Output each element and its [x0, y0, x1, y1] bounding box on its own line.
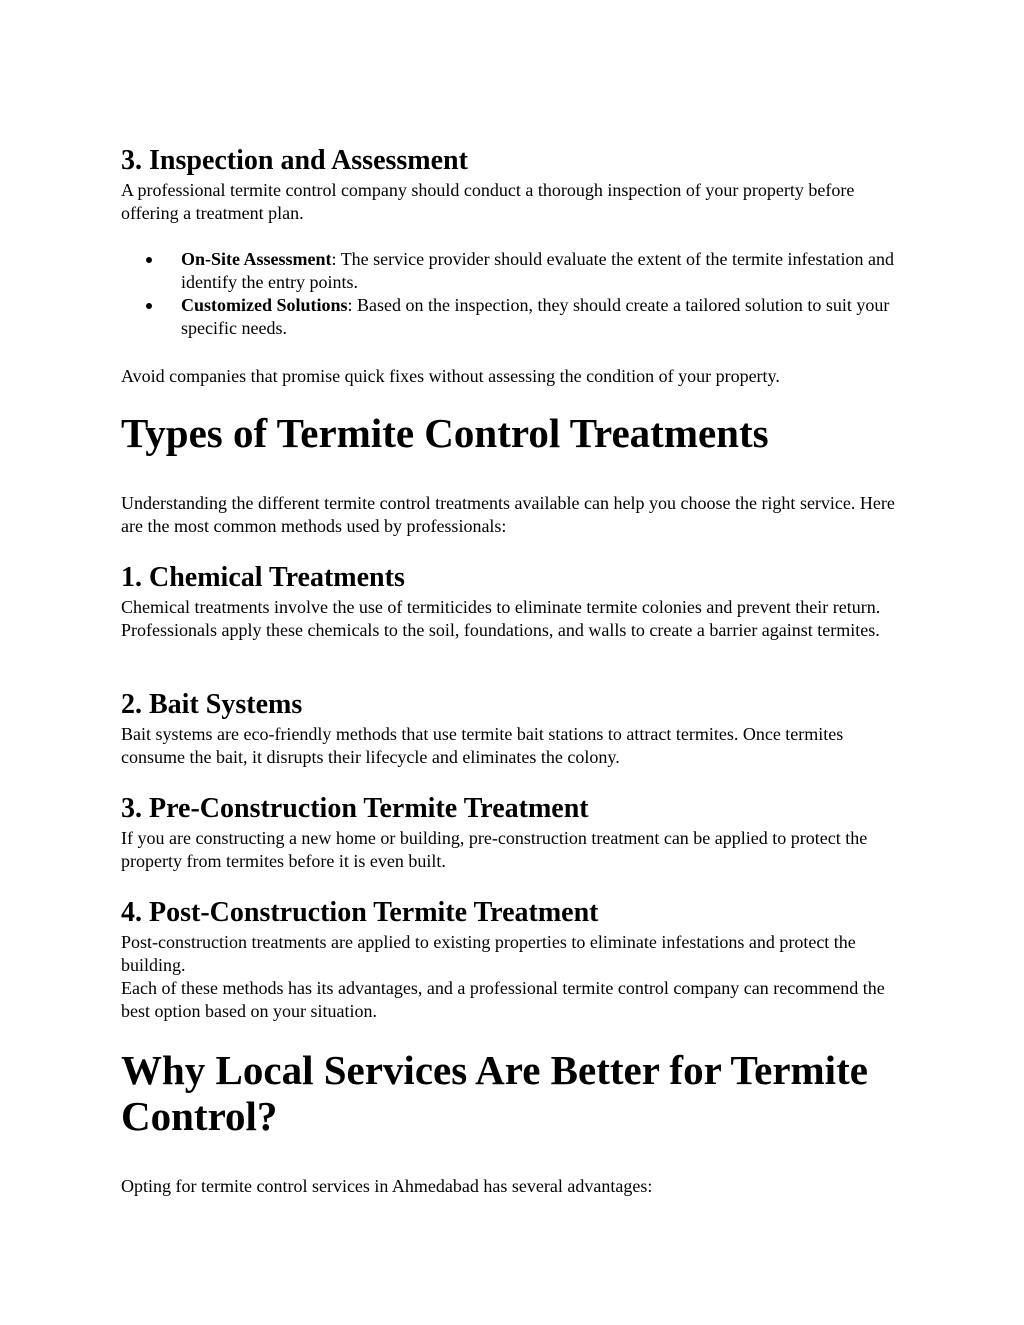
bullet-icon [146, 257, 152, 263]
subheading-pre-construction: 3. Pre-Construction Termite Treatment [121, 793, 589, 824]
paragraph-types-intro: Understanding the different termite control treatments available can help you choose the right service. Here are the most common methods used by professionals: [121, 493, 895, 536]
list-item [121, 248, 911, 294]
paragraph-types-closing: Each of these methods has its advantages, and a professional termite control company can recommend the best option based on your situation. [121, 978, 885, 1021]
paragraph-inspection-intro: A professional termite control company should conduct a thorough inspection of your property before offering a treatment plan. [121, 180, 855, 223]
list-item [121, 294, 911, 340]
heading-types: Types of Termite Control Treatments [121, 410, 769, 456]
bullet-icon [146, 303, 152, 309]
bullet-term: On-Site Assessment [181, 249, 332, 269]
paragraph-local-intro: Opting for termite control services in Ahmedabad has several advantages: [121, 1176, 653, 1196]
paragraph-chemical: Chemical treatments involve the use of termiticides to eliminate termite colonies and prevent their return. Professionals apply these chemicals to the soil, foundations, and walls to create a barrier against termites. [121, 597, 881, 640]
bullet-text: : The service provider should evaluate the extent of the termite infestation and identify the entry points. [181, 249, 894, 292]
section-heading-inspection: 3. Inspection and Assessment [121, 145, 468, 176]
bullet-list-inspection [121, 248, 911, 340]
bullet-text: : Based on the inspection, they should create a tailored solution to suit your specific needs. [181, 295, 890, 338]
paragraph-post-construction: Post-construction treatments are applied to existing properties to eliminate infestations and protect the building. [121, 932, 856, 975]
paragraph-bait: Bait systems are eco-friendly methods that use termite bait stations to attract termites. Once termites consume the bait, it disrupts their lifecycle and eliminates the colony. [121, 724, 844, 767]
subheading-chemical: 1. Chemical Treatments [121, 562, 405, 593]
paragraph-pre-construction: If you are constructing a new home or building, pre-construction treatment can be applied to protect the property from termites before it is even built. [121, 828, 868, 871]
bullet-term: Customized Solutions [181, 295, 348, 315]
subheading-bait: 2. Bait Systems [121, 689, 303, 720]
heading-local: Why Local Services Are Better for Termite Control? [121, 1047, 868, 1139]
subheading-post-construction: 4. Post-Construction Termite Treatment [121, 897, 599, 928]
paragraph-inspection-note: Avoid companies that promise quick fixes without assessing the condition of your property. [121, 366, 780, 386]
